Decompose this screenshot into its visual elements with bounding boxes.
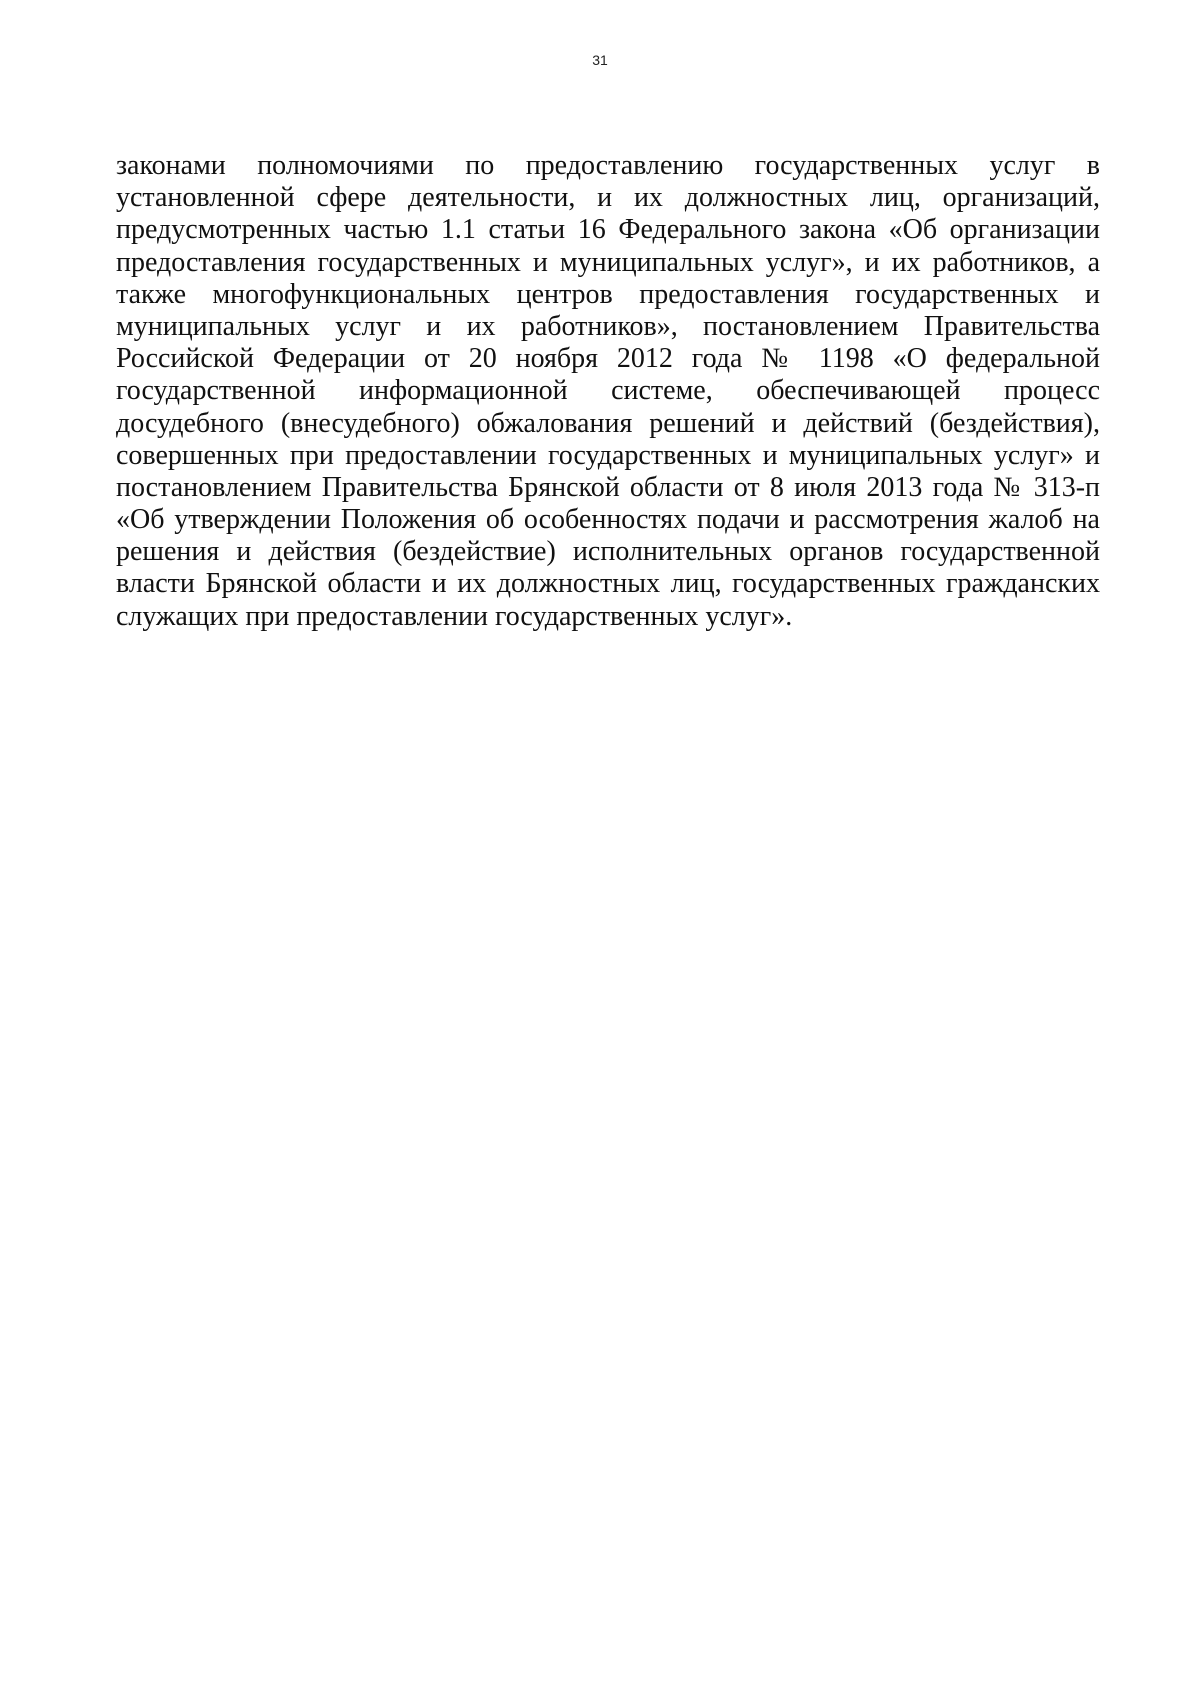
- text-line: установленной сфере деятельности, и их должностных лиц, организаций,: [116, 182, 1100, 214]
- text-line: законами полномочиями по предоставлению государственных услуг в: [116, 150, 1100, 181]
- text-line: Российской Федерации от 20 ноября 2012 года № 1198 «О федеральной: [116, 343, 1100, 375]
- text-line: власти Брянской области и их должностных лиц, государственных гражданских: [116, 568, 1100, 600]
- text-line: досудебного (внесудебного) обжалования решений и действий (бездействия),: [116, 407, 1100, 439]
- text-line: предусмотренных частью 1.1 статьи 16 Федерального закона «Об организации: [116, 214, 1100, 246]
- text-line: государственной информационной системе, обеспечивающей процесс: [116, 375, 1100, 407]
- text-line: «Об утверждении Положения об особенностях подачи и рассмотрения жалоб на: [116, 504, 1100, 536]
- text-line: служащих при предоставлении государственных услуг».: [116, 600, 793, 632]
- text-line: совершенных при предоставлении государственных и муниципальных услуг» и: [116, 439, 1100, 471]
- page-number: 31: [592, 52, 608, 68]
- text-line: предоставления государственных и муниципальных услуг», и их работников, а: [116, 246, 1100, 278]
- text-line: также многофункциональных центров предоставления государственных и: [116, 278, 1100, 310]
- text-line: решения и действия (бездействие) исполнительных органов государственной: [116, 536, 1100, 568]
- text-line: муниципальных услуг и их работников», постановлением Правительства: [116, 310, 1100, 342]
- body-paragraph: [116, 150, 1100, 633]
- text-line: постановлением Правительства Брянской области от 8 июля 2013 года № 313-п: [116, 471, 1100, 503]
